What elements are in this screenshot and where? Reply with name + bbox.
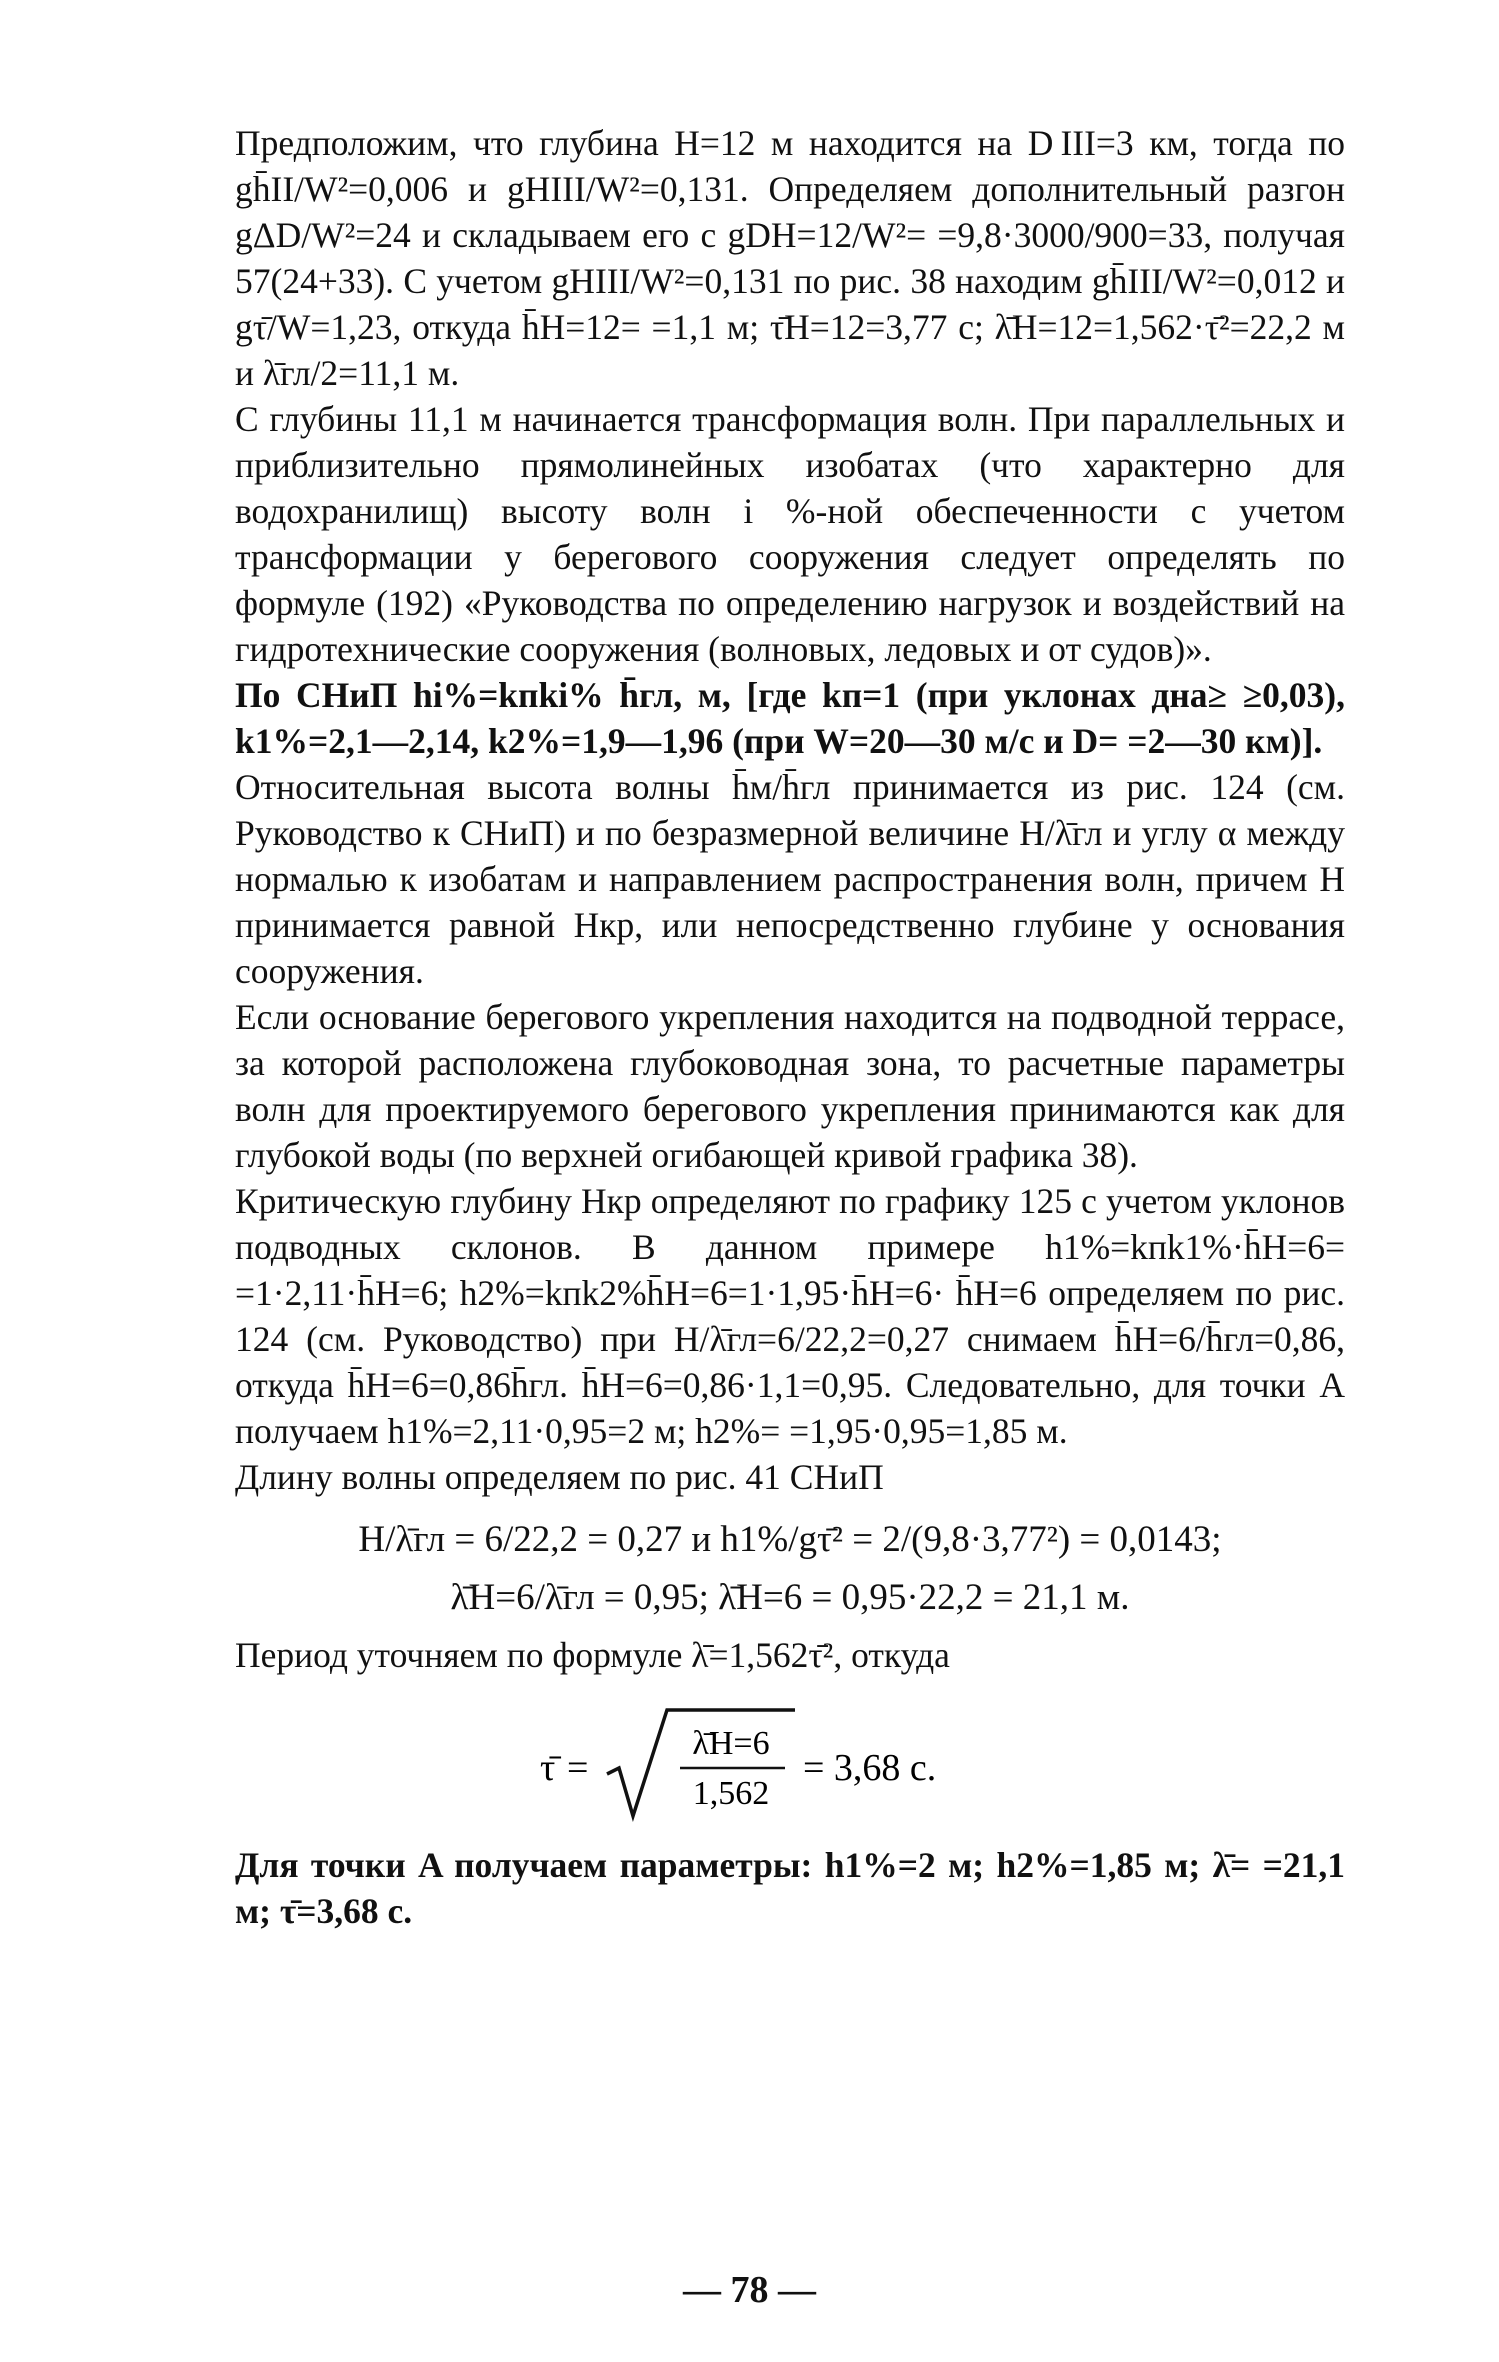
- radical-numerator: λ̄H=6: [692, 1725, 770, 1762]
- formula-1: H/λ̄гл = 6/22,2 = 0,27 и h1%/gτ̄² = 2/(9,8·3,77²) = 0,0143;: [358, 1519, 1222, 1560]
- page-number: — 78 —: [683, 2269, 816, 2311]
- radical-result: = 3,68 с.: [803, 1747, 937, 1789]
- paragraph-6: Критическую глубину Hкр определяют по графику 125 с учетом уклонов подводных склонов. В данном примере h1%=kпk1%·h̄H=6= =1·2,11·h̄H=6; h2%=kпk2%h̄H=6=1·1,95·h̄H=6· h̄H=6 определяем по рис. 124 (см. Руководство) при H/λ̄гл=6/22,2=0,27 снимаем h̄H=6/h̄гл=0,86, откуда h̄H=6=0,86h̄гл. h̄H=6=0,86·1,1=0,95. Следовательно, для точки A получаем h1%=2,11·0,95=2 м; h2%= =1,95·0,95=1,85 м.: [235, 1181, 1345, 1451]
- page-body: [235, 120, 1345, 1934]
- formula-2: λ̄H=6/λ̄гл = 0,95; λ̄H=6 = 0,95·22,2 = 21,1 м.: [450, 1577, 1130, 1618]
- paragraph-5: Если основание берегового укрепления находится на подводной террасе, за которой расположена глубоководная зона, то расчетные параметры волн для проектируемого берегового укрепления принимаются как для глубокой воды (по верхней огибающей кривой графика 38).: [235, 997, 1345, 1175]
- equals-sign: =: [567, 1747, 589, 1789]
- paragraph-4: Относительная высота волны h̄м/h̄гл принимается из рис. 124 (см. Руководство к СНиП) и по безразмерной величине H/λ̄гл и углу α между нормалью к изобатам и направлением распространения волн, причем H принимается равной Hкр, или непосредственно глубине у основания сооружения.: [235, 767, 1345, 991]
- paragraph-3: По СНиП hi%=kпki% h̄гл, м, [где kп=1 (при уклонах дна≥ ≥0,03), k1%=2,1—2,14, k2%=1,9—1,96 (при W=20—30 м/с и D= =2—30 км)].: [235, 675, 1345, 761]
- radical-formula-svg: [235, 1688, 1345, 1838]
- paragraph-8: Период уточняем по формуле λ̄=1,562τ̄², откуда: [235, 1635, 950, 1675]
- radical-lhs: τ̄: [540, 1747, 556, 1789]
- paragraph-9: Для точки A получаем параметры: h1%=2 м; h2%=1,85 м; λ̄= =21,1 м; τ̄=3,68 с.: [235, 1845, 1345, 1931]
- radical-formula: [235, 1688, 1345, 1838]
- paragraph-1: Предположим, что глубина H=12 м находится на D III=3 км, тогда по gh̄II/W²=0,006 и gHIII/W²=0,131. Определяем дополнительный разгон gΔD/W²=24 и складываем его с gDH=12/W²= =9,8·3000/900=33, получая 57(24+33). С учетом gHIII/W²=0,131 по рис. 38 находим gh̄III/W²=0,012 и gτ̄/W=1,23, откуда h̄H=12= =1,1 м; τ̄H=12=3,77 с; λ̄H=12=1,562·τ̄²=22,2 м и λ̄гл/2=11,1 м.: [235, 123, 1345, 393]
- paragraph-7: Длину волны определяем по рис. 41 СНиП: [235, 1457, 884, 1497]
- paragraph-2: С глубины 11,1 м начинается трансформация волн. При параллельных и приблизительно прямолинейных изобатах (что характерно для водохранилищ) высоту волн i %-ной обеспеченности с учетом трансформации у берегового сооружения следует определять по формуле (192) «Руководства по определению нагрузок и воздействий на гидротехнические сооружения (волновых, ледовых и от судов)».: [235, 399, 1345, 669]
- radical-denominator: 1,562: [692, 1775, 770, 1812]
